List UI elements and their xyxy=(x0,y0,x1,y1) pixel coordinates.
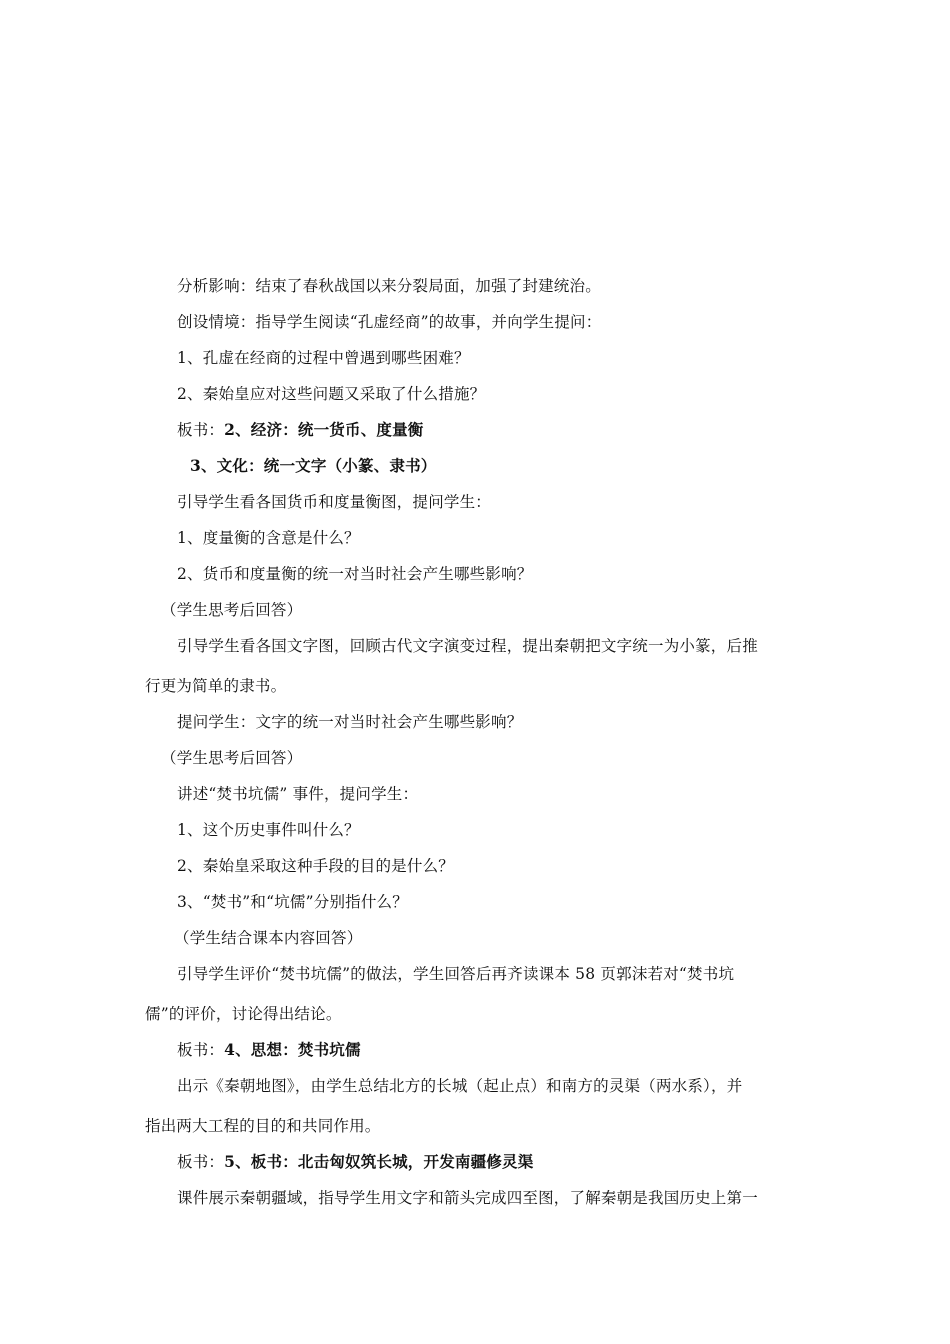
question-writing-impact: 提问学生：文字的统一对当时社会产生哪些影响？ xyxy=(177,713,523,731)
paragraph-writing-evolution-2: 行更为简单的隶书。 xyxy=(145,677,287,695)
question-purpose: 2、秦始皇采取这种手段的目的是什么？ xyxy=(177,857,454,875)
note-students-answer-3: （学生结合课本内容回答） xyxy=(174,929,363,947)
paragraph-qin-map-2: 指出两大工程的目的和共同作用。 xyxy=(145,1117,381,1135)
paragraph-burning-books: 讲述“焚书坑儒” 事件，提问学生： xyxy=(177,785,419,803)
blackboard-great-wall xyxy=(177,1152,533,1172)
blackboard-thought-text: 4、思想：焚书坑儒 xyxy=(224,1040,361,1059)
blackboard-label: 板书： xyxy=(177,1041,225,1059)
blackboard-economy-text: 2、经济：统一货币、度量衡 xyxy=(224,420,424,439)
note-students-answer-2: （学生思考后回答） xyxy=(161,749,303,767)
question-difficulties: 1、孔虚在经商的过程中曾遇到哪些困难？ xyxy=(177,349,470,367)
paragraph-qin-map-1: 出示《秦朝地图》，由学生总结北方的长城（起止点）和南方的灵渠（两水系），并 xyxy=(177,1077,743,1095)
question-event-name: 1、这个历史事件叫什么？ xyxy=(177,821,360,839)
question-measures-meaning: 1、度量衡的含意是什么？ xyxy=(177,529,360,547)
paragraph-create-scenario: 创设情境：指导学生阅读“孔虚经商”的故事，并向学生提问： xyxy=(177,313,602,331)
blackboard-economy xyxy=(177,420,424,440)
blackboard-label: 板书： xyxy=(177,421,225,439)
blackboard-great-wall-text: 5、板书：北击匈奴筑长城，开发南疆修灵渠 xyxy=(224,1152,534,1171)
question-meaning: 3、“焚书”和“坑儒”分别指什么？ xyxy=(177,893,408,911)
paragraph-writing-evolution-1: 引导学生看各国文字图，回顾古代文字演变过程，提出秦朝把文字统一为小篆，后推 xyxy=(177,637,758,655)
paragraph-impact-analysis: 分析影响：结束了春秋战国以来分裂局面，加强了封建统治。 xyxy=(177,277,601,295)
blackboard-thought xyxy=(177,1040,361,1060)
paragraph-evaluation-2: 儒”的评价，讨论得出结论。 xyxy=(145,1005,342,1023)
blackboard-culture: 3、文化：统一文字（小篆、隶书） xyxy=(190,456,437,475)
note-students-answer-1: （学生思考后回答） xyxy=(161,601,303,619)
paragraph-qin-territory: 课件展示秦朝疆域，指导学生用文字和箭头完成四至图，了解秦朝是我国历史上第一 xyxy=(177,1189,758,1207)
paragraph-evaluation-1: 引导学生评价“焚书坑儒”的做法，学生回答后再齐读课本 58 页郭沫若对“焚书坑 xyxy=(177,965,735,983)
question-unification-impact: 2、货币和度量衡的统一对当时社会产生哪些影响？ xyxy=(177,565,533,583)
question-measures: 2、秦始皇应对这些问题又采取了什么措施？ xyxy=(177,385,486,403)
paragraph-currency-measures: 引导学生看各国货币和度量衡图，提问学生： xyxy=(177,493,492,511)
blackboard-label: 板书： xyxy=(177,1153,225,1171)
